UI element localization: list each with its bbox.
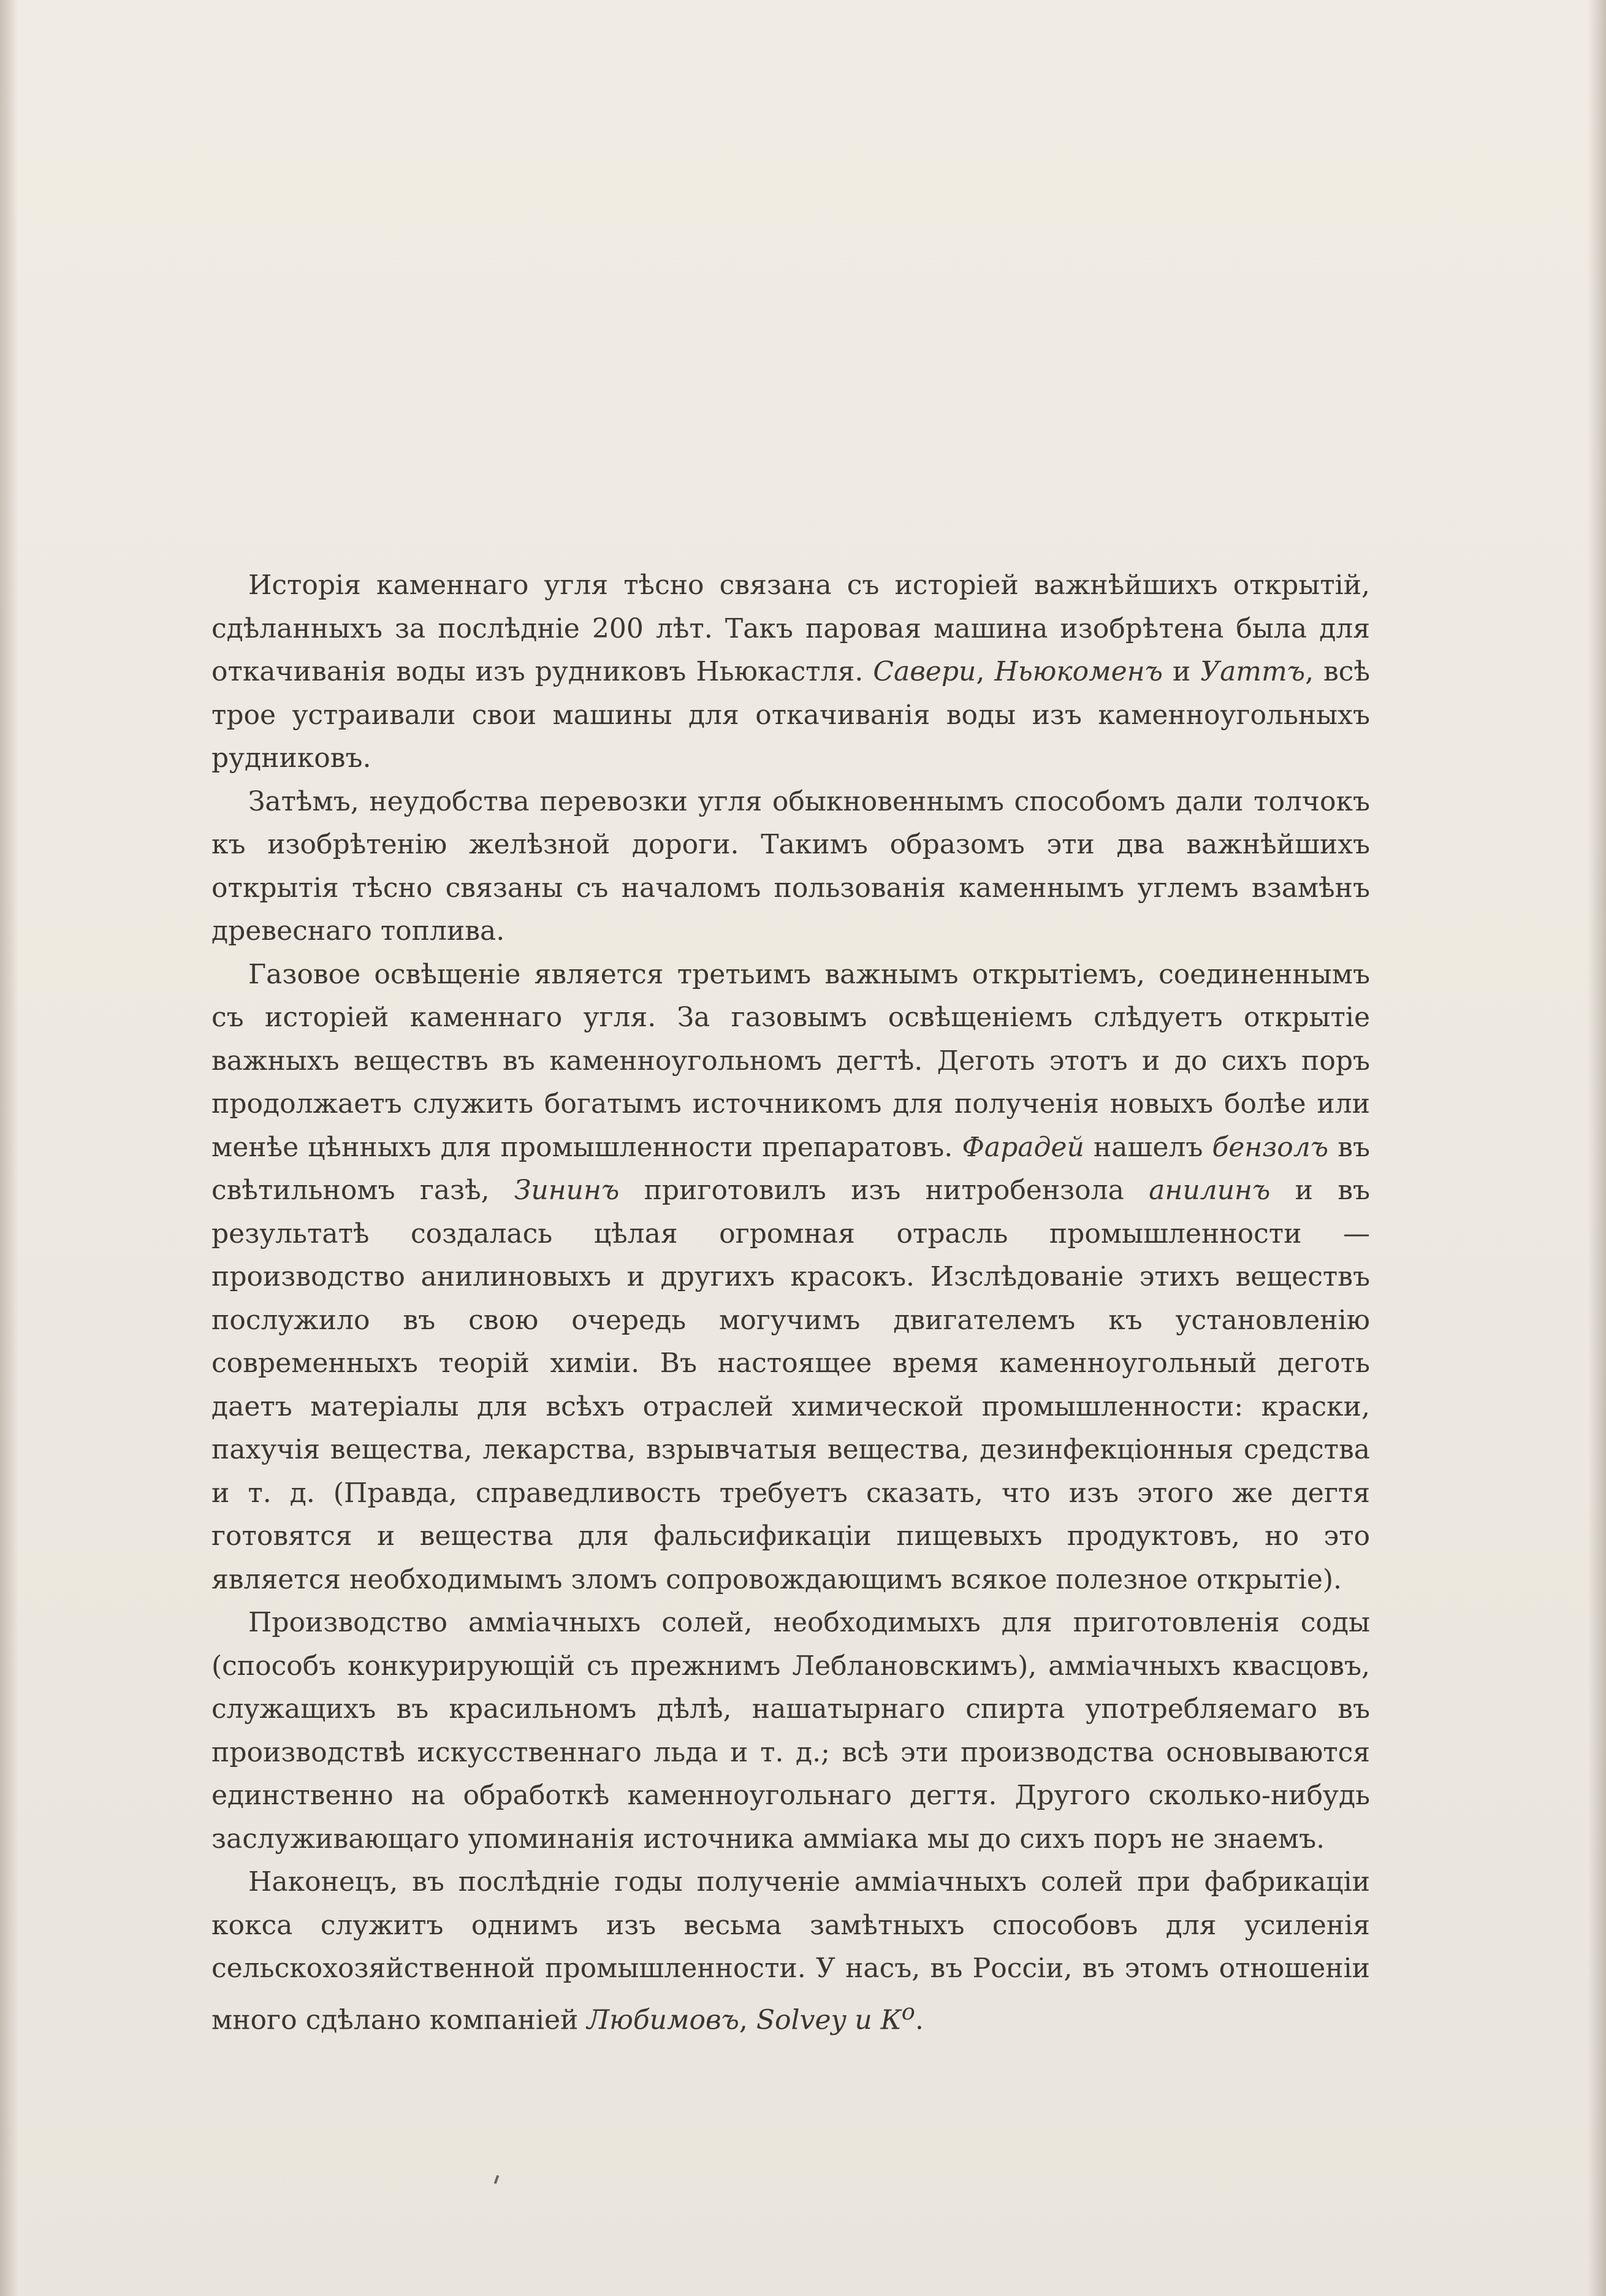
text-span: , [739,2004,756,2036]
paragraph-5 [211,1861,1370,2042]
paragraph-3 [211,953,1370,1602]
page-edge-left [0,0,18,2296]
italic-name: Ньюкоменъ [994,656,1163,687]
page-edge-right [1588,0,1606,2296]
text-span: и [1162,656,1201,687]
text-span: Исторія каменнаго угля тѣсно связана съ исторіей важнѣйшихъ открытій, сдѣланныхъ за послѣдніе 200 лѣт. Такъ паровая машина изобрѣтена была для откачиванія воды изъ рудниковъ Ньюкастля. [211,570,1370,687]
text-span: и въ результатѣ создалась цѣлая огромная отрасль промышленности — производство анилиновыхъ и другихъ красокъ. Изслѣдованіе этихъ веществъ послужило въ свою очередь могучимъ двигателемъ къ установленію современныхъ теорій химіи. Въ настоящее время каменноугольный деготь даетъ матеріалы для всѣхъ отраслей химической промышленности: краски, пахучія вещества, лекарства, взрывчатыя вещества, дезинфекціонныя средства и т. д. (Правда, справедливость требуетъ сказать, что изъ этого же дегтя готовятся и вещества для фальсификаціи пищевыхъ продуктовъ, но это является необходимымъ зломъ сопровождающимъ всякое полезное открытіе). [211,1175,1370,1595]
paragraph-4: Производство амміачныхъ солей, необходимыхъ для приготовленія соды (способъ конкурирующій съ прежнимъ Леблановскимъ), амміачныхъ квасцовъ, служащихъ въ красильномъ дѣлѣ, нашатырнаго спирта употребляемаго въ производствѣ искусственнаго льда и т. д.; всѣ эти производства основываются единственно на обработкѣ каменноугольнаго дегтя. Другого сколько-нибудь заслуживающаго упоминанія источника амміака мы до сихъ поръ не знаемъ. [211,1607,1370,1855]
text-span: въ свѣтильномъ газѣ, [211,1131,1370,1206]
italic-name: Уаттъ [1200,656,1306,687]
text-span: Газовое освѣщеніе является третьимъ важнымъ открытіемъ, соединеннымъ съ исторіей каменнаго угля. За газовымъ освѣщеніемъ слѣдуетъ открытіе важныхъ веществъ въ каменноугольномъ дегтѣ. Деготь этотъ и до сихъ поръ продолжаетъ служить богатымъ источникомъ для полученія новыхъ болѣе или менѣе цѣнныхъ для промышленности препаратовъ. [211,958,1370,1163]
text-span: . [915,2004,924,2036]
italic-name: Зининъ [514,1175,620,1206]
italic-term: анилинъ [1149,1175,1271,1206]
italic-name: Solvey и К [756,2004,902,2036]
italic-term: бензолъ [1212,1131,1329,1163]
body-text [211,564,1370,2042]
italic-name: Савери [873,656,976,687]
paragraph-2: Затѣмъ, неудобства перевозки угля обыкновеннымъ способомъ дали толчокъ къ изобрѣтенію желѣзной дороги. Такимъ образомъ эти два важнѣйшихъ открытія тѣсно связаны съ началомъ пользованія каменнымъ углемъ взамѣнъ древеснаго топлива. [211,785,1370,947]
paragraph-1 [211,564,1370,780]
text-span: , всѣ трое устраивали свои машины для откачиванія воды изъ каменноугольныхъ рудниковъ. [211,656,1370,774]
text-span: нашелъ [1084,1131,1212,1163]
text-span: приготовилъ изъ нитробензола [619,1175,1149,1206]
text-span: Наконецъ, въ послѣдніе годы полученіе амміачныхъ солей при фабрикаціи кокса служитъ однимъ изъ весьма замѣтныхъ способовъ для усиленія сельскохозяйственной промышленности. У насъ, въ Россіи, въ этомъ отношеніи много сдѣлано компаніей [211,1866,1370,2036]
italic-name: Любимовъ [587,2004,739,2036]
superscript: о [901,1998,915,2025]
text-span: , [976,656,995,687]
italic-name: Фарадей [962,1131,1084,1163]
